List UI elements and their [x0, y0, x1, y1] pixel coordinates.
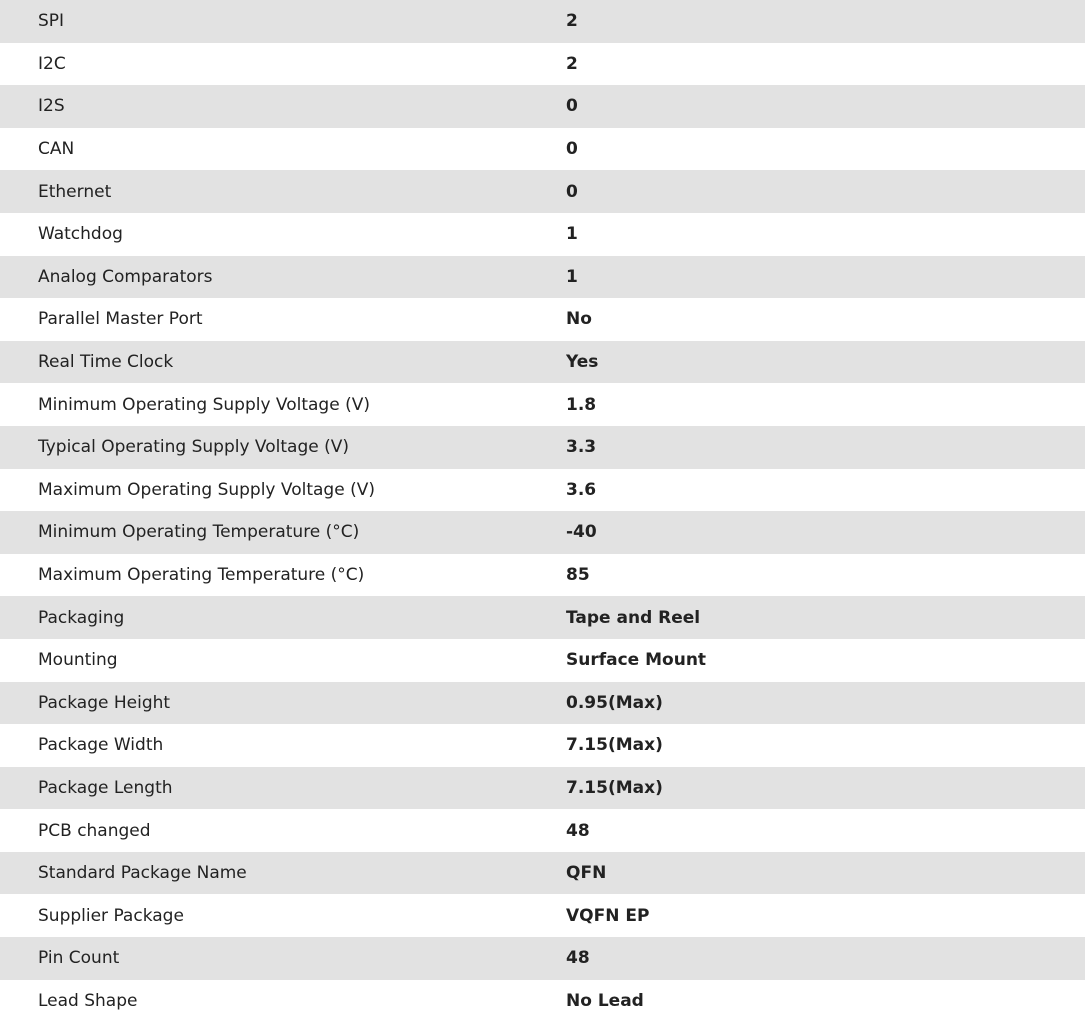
spec-row [0, 170, 1085, 213]
spec-label: Packaging [38, 607, 125, 628]
spec-value: 1 [566, 224, 578, 245]
spec-row [0, 937, 1085, 980]
spec-row [0, 128, 1085, 171]
spec-row [0, 639, 1085, 682]
spec-row [0, 256, 1085, 299]
spec-value: 0 [566, 139, 578, 160]
spec-label: Package Length [38, 777, 173, 798]
spec-row [0, 724, 1085, 767]
spec-label: Maximum Operating Supply Voltage (V) [38, 479, 375, 500]
spec-value: Surface Mount [566, 650, 707, 671]
spec-value: 48 [566, 948, 590, 969]
spec-value: 3.3 [566, 437, 597, 458]
spec-value: No [566, 309, 592, 330]
spec-value: 1 [566, 266, 578, 287]
spec-value: 0 [566, 96, 578, 117]
spec-row [0, 980, 1085, 1022]
spec-row [0, 298, 1085, 341]
spec-value: 0.95(Max) [566, 692, 663, 713]
spec-value: 3.6 [566, 479, 597, 500]
spec-value: 0 [566, 181, 578, 202]
spec-value: 7.15(Max) [566, 777, 663, 798]
spec-row [0, 383, 1085, 426]
spec-label: Lead Shape [38, 990, 138, 1011]
spec-row [0, 469, 1085, 512]
spec-value: 2 [566, 11, 578, 32]
spec-label: Maximum Operating Temperature (°C) [38, 565, 365, 586]
spec-value: Tape and Reel [566, 607, 701, 628]
spec-row [0, 426, 1085, 469]
spec-label: I2S [38, 96, 65, 117]
spec-label: SPI [38, 11, 65, 32]
spec-row [0, 852, 1085, 895]
spec-value: Yes [566, 352, 599, 373]
spec-label: Ethernet [38, 181, 112, 202]
spec-label: PCB changed [38, 820, 151, 841]
spec-label: Mounting [38, 650, 118, 671]
spec-row [0, 511, 1085, 554]
spec-label: Real Time Clock [38, 352, 174, 373]
spec-value: 7.15(Max) [566, 735, 663, 756]
spec-value: No Lead [566, 990, 644, 1011]
spec-row [0, 596, 1085, 639]
spec-label: Pin Count [38, 948, 120, 969]
spec-row [0, 0, 1085, 43]
spec-row [0, 682, 1085, 725]
spec-label: Minimum Operating Supply Voltage (V) [38, 394, 370, 415]
spec-label: Watchdog [38, 224, 123, 245]
spec-label: Parallel Master Port [38, 309, 203, 330]
spec-row [0, 341, 1085, 384]
spec-value: 1.8 [566, 394, 597, 415]
spec-value: VQFN EP [566, 905, 650, 926]
spec-label: Analog Comparators [38, 266, 213, 287]
spec-label: Supplier Package [38, 905, 184, 926]
spec-label: Package Height [38, 692, 171, 713]
spec-row [0, 85, 1085, 128]
spec-row [0, 767, 1085, 810]
spec-row [0, 213, 1085, 256]
spec-label: CAN [38, 139, 75, 160]
spec-row [0, 43, 1085, 86]
spec-row [0, 554, 1085, 597]
spec-value: QFN [566, 863, 607, 884]
spec-label: Standard Package Name [38, 863, 247, 884]
spec-row [0, 809, 1085, 852]
spec-label: Typical Operating Supply Voltage (V) [38, 437, 349, 458]
spec-value: 48 [566, 820, 590, 841]
spec-value: 2 [566, 53, 578, 74]
spec-value: 85 [566, 565, 590, 586]
spec-value: -40 [566, 522, 597, 543]
spec-label: Package Width [38, 735, 164, 756]
spec-label: I2C [38, 53, 66, 74]
spec-row [0, 894, 1085, 937]
spec-label: Minimum Operating Temperature (°C) [38, 522, 360, 543]
